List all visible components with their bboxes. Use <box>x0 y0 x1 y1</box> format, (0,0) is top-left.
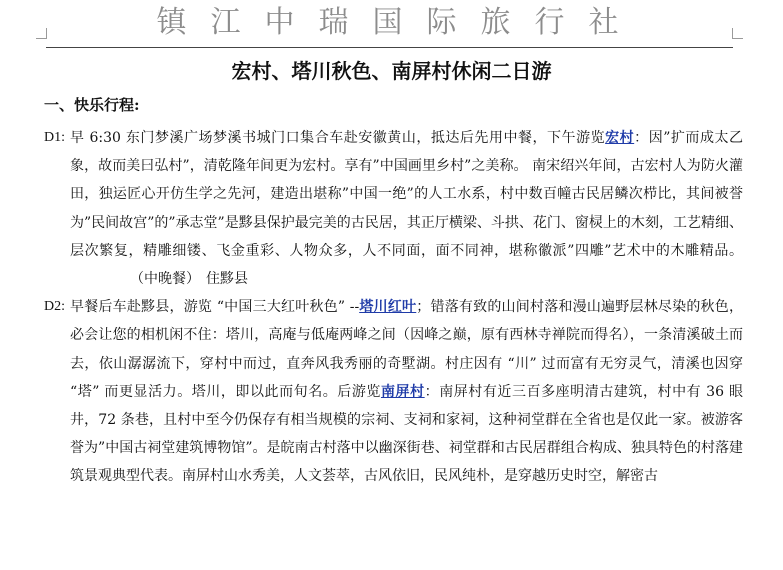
day-1-stay: 住黟县 <box>206 271 248 288</box>
day-2-text-2: ；错落有致的山间村落和漫山遍野层林尽染的秋色，必会让您的相机闲不住：塔川，高庵与低庵两峰之间（因峰之巅，原有西林寺禅院而得名），一条清溪破土而去，依山潺潺流下，穿村中而过，直奔风我秀丽的奇墅湖。村庄因有 “川” 过而富有无穷灵气，清溪也因穿 “塔” 而更显活力。塔川，即以此而旬名。后游览 <box>70 299 743 400</box>
document-title: 宏村、塔川秋色、南屏村休闲二日游 <box>231 59 552 83</box>
page-header <box>46 0 733 48</box>
section-heading: 一、快乐行程: <box>44 96 140 114</box>
day-2-text-1: 早餐后车赴黟县，游览 “中国三大红叶秋色” -- <box>70 299 360 316</box>
day-1-paragraph <box>44 124 743 293</box>
tachuan-link[interactable]: 塔川红叶 <box>359 299 417 316</box>
day-1-meals: （中晚餐） <box>130 271 200 288</box>
day-1-label: D1: <box>44 130 65 145</box>
day-2-label: D2: <box>44 299 65 315</box>
day-2-text-3: ：南屏村有近三百多座明清古建筑，村中有 36 眼井，72 条巷，且村中至今仍保存有相当规模的宗祠、支祠和家祠，这种祠堂群在全省也是仅此一家。被游客誉为”中国古祠堂建筑博物馆”。是皖南古村落中以幽深街巷、祠堂群和古民居群组合构成、独具特色的村落建筑景观典型代表。南屏村山水秀美，人文荟萃，古风依旧，民风纯朴，是穿越历史时空，解密古 <box>70 383 744 485</box>
nanping-link[interactable]: 南屏村 <box>380 383 425 400</box>
hongcun-link[interactable]: 宏村 <box>605 130 635 146</box>
day-2-paragraph <box>44 293 743 490</box>
day-1-text-2: ：因”扩而成太乙象，故而美曰弘村”，清乾隆年间更为宏村。享有”中国画里乡村”之美称。 南宋绍兴年间，古宏村人为防火灌田，独运匠心开仿生学之先河，建造出堪称”中国一绝”的人工水系，村中数百幢古民居鳞次栉比，其间被誉为”民间故宫”的”承志堂”是黟县保护最完美的古民居，其正厅横梁、斗拱、花门、窗棂上的木刻，工艺精细、层次繁复，精雕细镂、飞金重彩、人物众多，人不同面，面不同神，堪称徽派”四雕”艺术中的木雕精品。 <box>70 130 743 259</box>
margin-corner-top-right <box>732 28 743 39</box>
day-1-text-1: 早 6:30 东门梦溪广场梦溪书城门口集合车赴安徽黄山，抵达后先用中餐，下午游览 <box>70 130 606 146</box>
itinerary <box>44 124 743 491</box>
company-name: 镇江中瑞国际旅行社 <box>156 5 643 40</box>
